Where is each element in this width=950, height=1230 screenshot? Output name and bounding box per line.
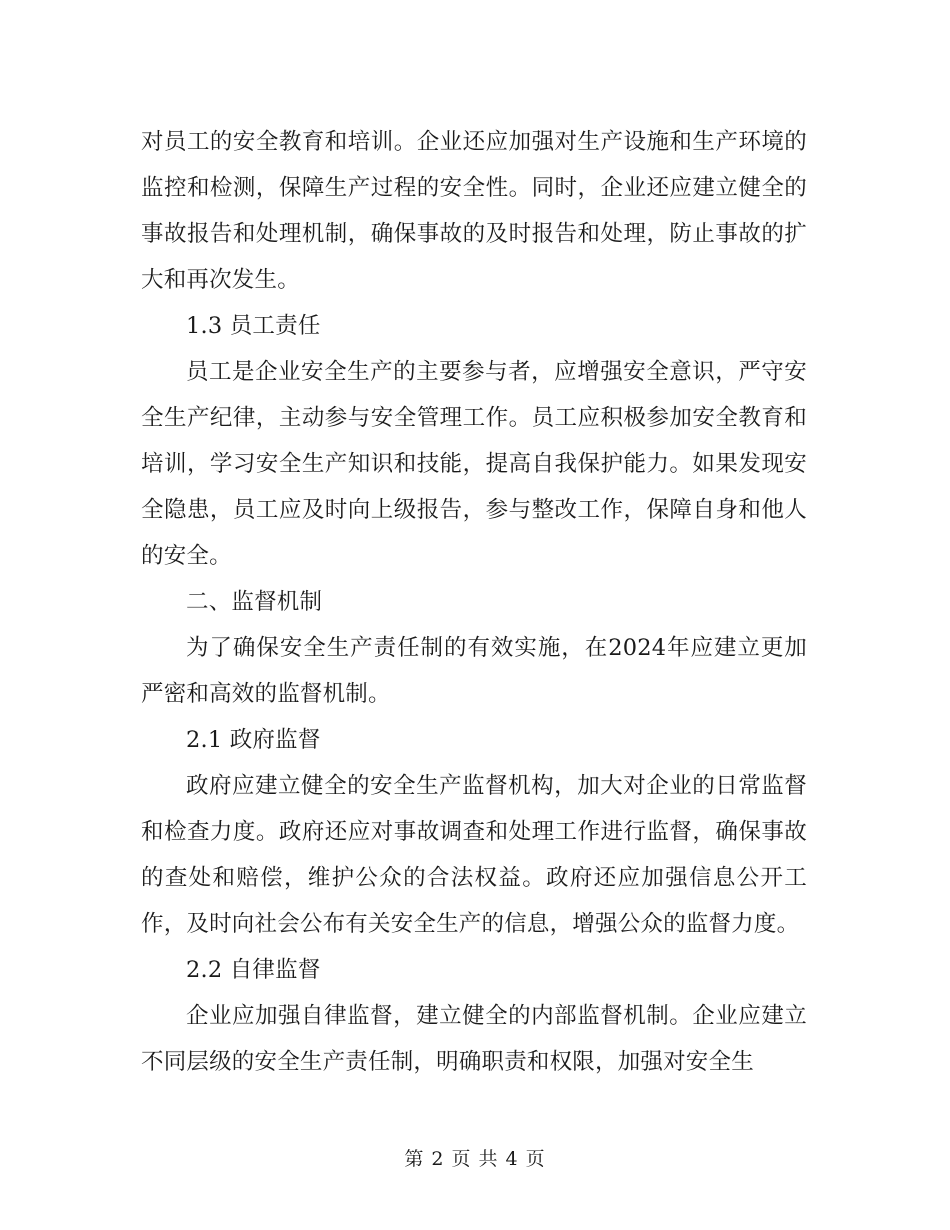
document-body (141, 119, 807, 1085)
section-heading-2-1: 2.1 政府监督 (186, 727, 321, 753)
page-footer: 第 2 页 共 4 页 (404, 1148, 546, 1170)
paragraph-self-supervision: 企业应加强自律监督，建立健全的内部监督机制。企业应建立不同层级的安全生产责任制，明确职责和权限，加强对安全生 (141, 1003, 807, 1075)
section-heading-2: 二、监督机制 (186, 589, 323, 615)
paragraph-supervision-intro: 为了确保安全生产责任制的有效实施，在2024年应建立更加严密和高效的监督机制。 (141, 635, 807, 707)
paragraph-continuation: 对员工的安全教育和培训。企业还应加强对生产设施和生产环境的监控和检测，保障生产过程的安全性。同时，企业还应建立健全的事故报告和处理机制，确保事故的及时报告和处理，防止事故的扩大和再次发生。 (141, 129, 807, 293)
paragraph-employee-responsibility: 员工是企业安全生产的主要参与者，应增强安全意识，严守安全生产纪律，主动参与安全管理工作。员工应积极参加安全教育和培训，学习安全生产知识和技能，提高自我保护能力。如果发现安全隐患，员工应及时向上级报告，参与整改工作，保障自身和他人的安全。 (141, 359, 807, 569)
section-heading-1-3: 1.3 员工责任 (186, 313, 321, 339)
paragraph-government-supervision: 政府应建立健全的安全生产监督机构，加大对企业的日常监督和检查力度。政府还应对事故调查和处理工作进行监督，确保事故的查处和赔偿，维护公众的合法权益。政府还应加强信息公开工作，及时向社会公布有关安全生产的信息，增强公众的监督力度。 (141, 773, 807, 937)
section-heading-2-2: 2.2 自律监督 (186, 957, 321, 983)
